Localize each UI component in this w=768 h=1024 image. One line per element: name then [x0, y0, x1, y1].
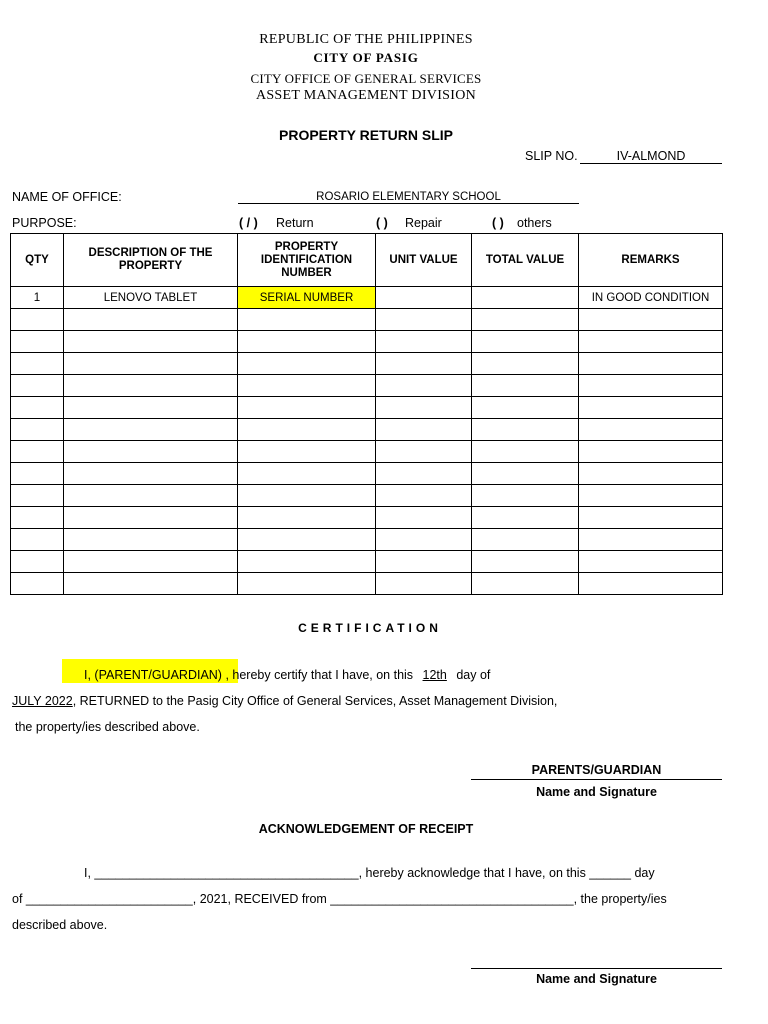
cell-unit-value[interactable] — [376, 397, 472, 419]
table-row — [11, 419, 723, 441]
cell-qty[interactable] — [11, 397, 64, 419]
table-row — [11, 529, 723, 551]
certification-signatory: PARENTS/GUARDIAN — [531, 763, 662, 777]
table-row — [11, 397, 723, 419]
cell-description[interactable] — [64, 331, 238, 353]
table-row — [11, 353, 723, 375]
acknowledgement-signature-line — [471, 968, 722, 969]
cell-remarks[interactable] — [579, 375, 723, 397]
purpose-others-checkbox[interactable]: ( ) — [492, 216, 504, 230]
cell-unit-value[interactable] — [376, 309, 472, 331]
cell-total-value[interactable] — [472, 573, 579, 595]
cell-total-value[interactable] — [472, 331, 579, 353]
cell-unit-value[interactable] — [376, 485, 472, 507]
table-row — [11, 375, 723, 397]
header-office: CITY OFFICE OF GENERAL SERVICES — [250, 71, 482, 86]
cell-remarks[interactable] — [579, 441, 723, 463]
cell-property-id[interactable] — [238, 463, 376, 485]
certification-signature-label: Name and Signature — [536, 785, 657, 799]
cell-qty[interactable] — [11, 441, 64, 463]
cell-unit-value[interactable] — [376, 419, 472, 441]
cell-unit-value[interactable] — [376, 573, 472, 595]
cell-unit-value[interactable] — [376, 441, 472, 463]
acknowledgement-line-1: I, ______________________________________, hereby acknowledge that I have, on this ______ day — [84, 866, 655, 880]
cell-description[interactable] — [64, 375, 238, 397]
table-row — [11, 573, 723, 595]
acknowledgement-line-2: of ________________________, 2021, RECEIVED from ___________________________________, the property/ies — [12, 892, 667, 906]
cell-description[interactable] — [64, 309, 238, 331]
cell-total-value[interactable] — [472, 529, 579, 551]
purpose-repair-label: Repair — [405, 216, 442, 230]
purpose-return-label: Return — [276, 216, 314, 230]
cell-total-value[interactable] — [472, 441, 579, 463]
certification-text-1: hereby certify that I have, on this — [228, 668, 417, 682]
col-header-qty: QTY — [11, 234, 64, 287]
certification-line-3: the property/ies described above. — [15, 720, 200, 734]
cell-property-id[interactable] — [238, 529, 376, 551]
cell-remarks[interactable]: IN GOOD CONDITION — [579, 287, 723, 309]
certification-text-2: day of — [452, 668, 491, 682]
table-row — [11, 287, 723, 309]
cell-qty[interactable] — [11, 485, 64, 507]
cell-qty[interactable] — [11, 507, 64, 529]
cell-description[interactable] — [64, 485, 238, 507]
cell-qty[interactable]: 1 — [11, 287, 64, 309]
cell-description[interactable] — [64, 551, 238, 573]
slip-no-value: IV-ALMOND — [580, 149, 722, 164]
cell-property-id[interactable] — [238, 419, 376, 441]
cell-remarks[interactable] — [579, 397, 723, 419]
cell-remarks[interactable] — [579, 419, 723, 441]
cell-remarks[interactable] — [579, 309, 723, 331]
col-header-unit-value: UNIT VALUE — [376, 234, 472, 287]
purpose-label: PURPOSE: — [12, 216, 77, 230]
cell-property-id[interactable] — [238, 397, 376, 419]
cell-total-value[interactable] — [472, 419, 579, 441]
table-row — [11, 309, 723, 331]
office-value: ROSARIO ELEMENTARY SCHOOL — [238, 191, 579, 204]
cell-unit-value[interactable] — [376, 529, 472, 551]
table-header-row — [11, 234, 723, 287]
cell-total-value[interactable] — [472, 375, 579, 397]
cell-description[interactable] — [64, 441, 238, 463]
cell-property-id[interactable] — [238, 331, 376, 353]
cell-description[interactable] — [64, 507, 238, 529]
col-header-remarks: REMARKS — [579, 234, 723, 287]
cell-remarks[interactable] — [579, 485, 723, 507]
cell-qty[interactable] — [11, 551, 64, 573]
cell-remarks[interactable] — [579, 573, 723, 595]
purpose-return-checkbox[interactable]: ( / ) — [239, 216, 258, 230]
cell-property-id[interactable] — [238, 507, 376, 529]
certification-line-2 — [12, 694, 557, 708]
cell-property-id[interactable] — [238, 309, 376, 331]
cell-property-id[interactable] — [238, 485, 376, 507]
certification-signature-line — [471, 779, 722, 780]
cell-qty[interactable] — [11, 331, 64, 353]
acknowledgement-signature-label: Name and Signature — [536, 972, 657, 986]
cell-total-value[interactable] — [472, 485, 579, 507]
cell-remarks[interactable] — [579, 331, 723, 353]
cell-property-id[interactable] — [238, 573, 376, 595]
certification-line-1 — [84, 668, 490, 682]
header-division: ASSET MANAGEMENT DIVISION — [255, 88, 477, 103]
header-city: CITY OF PASIG — [313, 50, 419, 65]
slip-no-label: SLIP NO. — [525, 149, 578, 163]
table-row — [11, 507, 723, 529]
cell-total-value[interactable] — [472, 463, 579, 485]
cell-description[interactable] — [64, 573, 238, 595]
cell-total-value[interactable] — [472, 551, 579, 573]
cell-qty[interactable] — [11, 375, 64, 397]
cell-description[interactable] — [64, 353, 238, 375]
cell-unit-value[interactable] — [376, 375, 472, 397]
table-row — [11, 463, 723, 485]
cell-total-value[interactable] — [472, 507, 579, 529]
certification-text-3: , RETURNED to the Pasig City Office of General Services, Asset Management Division, — [72, 694, 558, 708]
cell-remarks[interactable] — [579, 463, 723, 485]
cell-unit-value[interactable] — [376, 287, 472, 309]
table-row — [11, 441, 723, 463]
cell-property-id[interactable] — [238, 353, 376, 375]
table-row — [11, 485, 723, 507]
certification-day: 12th — [422, 668, 447, 682]
certification-month-year: JULY 2022 — [12, 694, 73, 708]
cell-property-id[interactable] — [238, 375, 376, 397]
cell-remarks[interactable] — [579, 353, 723, 375]
cell-remarks[interactable] — [579, 507, 723, 529]
acknowledgement-title: ACKNOWLEDGEMENT OF RECEIPT — [258, 822, 474, 836]
table-row — [11, 331, 723, 353]
office-label: NAME OF OFFICE: — [12, 190, 122, 204]
certifier-name: I, (PARENT/GUARDIAN) , — [84, 668, 229, 682]
cell-qty[interactable] — [11, 573, 64, 595]
acknowledgement-line-3: described above. — [12, 918, 108, 932]
cell-unit-value[interactable] — [376, 353, 472, 375]
cell-total-value[interactable] — [472, 309, 579, 331]
cell-qty[interactable] — [11, 529, 64, 551]
cell-qty[interactable] — [11, 463, 64, 485]
cell-qty[interactable] — [11, 419, 64, 441]
table-row — [11, 551, 723, 573]
cell-unit-value[interactable] — [376, 551, 472, 573]
col-header-total-value: TOTAL VALUE — [472, 234, 579, 287]
col-header-description: DESCRIPTION OF THE PROPERTY — [64, 234, 238, 287]
cell-unit-value[interactable] — [376, 463, 472, 485]
property-table — [10, 233, 723, 595]
cell-description[interactable]: LENOVO TABLET — [64, 287, 238, 309]
cell-remarks[interactable] — [579, 551, 723, 573]
cell-property-id[interactable] — [238, 441, 376, 463]
cell-qty[interactable] — [11, 353, 64, 375]
form-title: PROPERTY RETURN SLIP — [279, 127, 453, 143]
cell-total-value[interactable] — [472, 397, 579, 419]
cell-total-value[interactable] — [472, 287, 579, 309]
cell-property-id[interactable]: SERIAL NUMBER — [238, 287, 376, 309]
purpose-repair-checkbox[interactable]: ( ) — [376, 216, 388, 230]
cell-description[interactable] — [64, 419, 238, 441]
header-republic: REPUBLIC OF THE PHILIPPINES — [259, 32, 473, 47]
col-header-property-id: PROPERTY IDENTIFICATION NUMBER — [238, 234, 376, 287]
cell-remarks[interactable] — [579, 529, 723, 551]
purpose-others-label: others — [517, 216, 552, 230]
cell-description[interactable] — [64, 397, 238, 419]
cell-total-value[interactable] — [472, 353, 579, 375]
certification-title: CERTIFICATION — [298, 621, 442, 635]
cell-description[interactable] — [64, 529, 238, 551]
cell-property-id[interactable] — [238, 551, 376, 573]
cell-unit-value[interactable] — [376, 507, 472, 529]
cell-unit-value[interactable] — [376, 331, 472, 353]
cell-description[interactable] — [64, 463, 238, 485]
cell-qty[interactable] — [11, 309, 64, 331]
